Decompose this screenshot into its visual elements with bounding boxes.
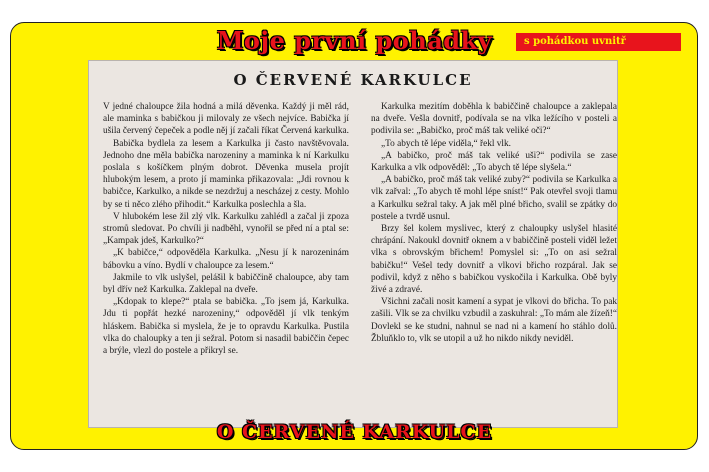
series-title: Moje první pohádky xyxy=(216,26,493,55)
story-paragraph: Babička bydlela za lesem a Karkulka ji často navštěvovala. Jednoho dne měla babička narozeniny a maminka k ní Karkulku poslala s košíčkem plným dobrot. Děvenka musela projít hlubokým lesem, a proto jí maminka přikazovala: „Jdi rovnou k babičce, Karkulko, a nikde se nezdržuj a nescházej z cesty. Mohlo by se ti něco zlého přihodit.“ Karkulka poslechla a šla. xyxy=(103,138,349,210)
story-paragraph: Jakmile to vlk uslyšel, pelášil k babiččině chaloupce, aby tam byl dřív než Karkulka. Zaklepal na dveře. xyxy=(103,272,349,296)
story-paragraph: Brzy šel kolem myslivec, který z chaloupky uslyšel hlasité chrápání. Nakoukl dovnitř oknem a v babiččině posteli viděl ležet vlka s obrovským břichem! Pomyslel si: „To on asi sežral babičku!“ Vešel tedy dovnitř a vlkovi břicho rozpáral. Jak se podivil, když z něho s babičkou vyskočila i Karkulka. Obě byly živé a zdravé. xyxy=(371,224,617,296)
story-paragraph: „A babičko, proč máš tak veliké uši?“ podivila se zase Karkulka a vlk odpověděl: „To abych tě lépe slyšela.“ xyxy=(371,150,617,174)
story-inside-badge: s pohádkou uvnitř xyxy=(516,33,681,51)
story-column-left xyxy=(103,101,349,357)
story-title: O ČERVENÉ KARKULCE xyxy=(233,71,473,89)
story-paragraph: V jedné chaloupce žila hodná a milá děvenka. Každý ji měl rád, ale maminka s babičkou ji milovaly ze všech nejvíce. Babička jí ušila červený čepeček a podle něj jí začali říkat Červená karkulka. xyxy=(103,102,349,137)
story-paragraph: Karkulka mezitím doběhla k babiččině chaloupce a zaklepala na dveře. Vešla dovnitř, podívala se na vlka ležícího v posteli a podivila se: „Babičko, proč máš tak veliké oči?“ xyxy=(371,102,617,137)
story-panel xyxy=(88,60,618,428)
story-paragraph: Všichni začali nosit kamení a sypat je vlkovi do břicha. To pak zašili. Vlk se za chvilku vzbudil a zaskuhral: „To mám ale žízeň!“ Dovlekl se ke studni, nahnul se nad ni a kamení ho stáhlo dolů. Žbluňklo to, vlk se utopil a už ho nikdo nikdy neviděl. xyxy=(371,297,617,344)
footer-title: O ČERVENÉ KARKULCE xyxy=(216,421,493,443)
story-paragraph: V hlubokém lese žil zlý vlk. Karkulku zahlédl a začal ji zpoza stromů sledovat. Po chvíli ji nadběhl, vynořil se před ní a ptal se: „Kampak jdeš, Karkulko?“ xyxy=(103,211,349,247)
story-column-right xyxy=(371,101,617,345)
story-paragraph: „Kdopak to klepe?“ ptala se babička. „To jsem já, Karkulka. Jdu ti popřát hezké narozeniny,“ odpověděl jí vlk tenkým hláskem. Babička si myslela, že je to opravdu Karkulka. Pustila vlka do chaloupky a ten ji sežral. Potom si nasadil babiččin čepec a brýle, vlezl do postele a přikryl se. xyxy=(103,297,349,357)
story-paragraph: „To abych tě lépe viděla,“ řekl vlk. xyxy=(381,138,511,149)
story-paragraph: „A babičko, proč máš tak veliké zuby?“ podivila se Karkulka a vlk zařval: „To abych tě mohl lépe sníst!“ Pak otevřel svoji tlamu a Karkulku sežral taky. A jak měl plné břicho, svalil se zpátky do postele a tvrdě usnul. xyxy=(371,175,617,222)
story-paragraph: „K babičce,“ odpověděla Karkulka. „Nesu jí k narozeninám bábovku a víno. Bydlí v chaloupce za lesem.“ xyxy=(103,248,349,271)
